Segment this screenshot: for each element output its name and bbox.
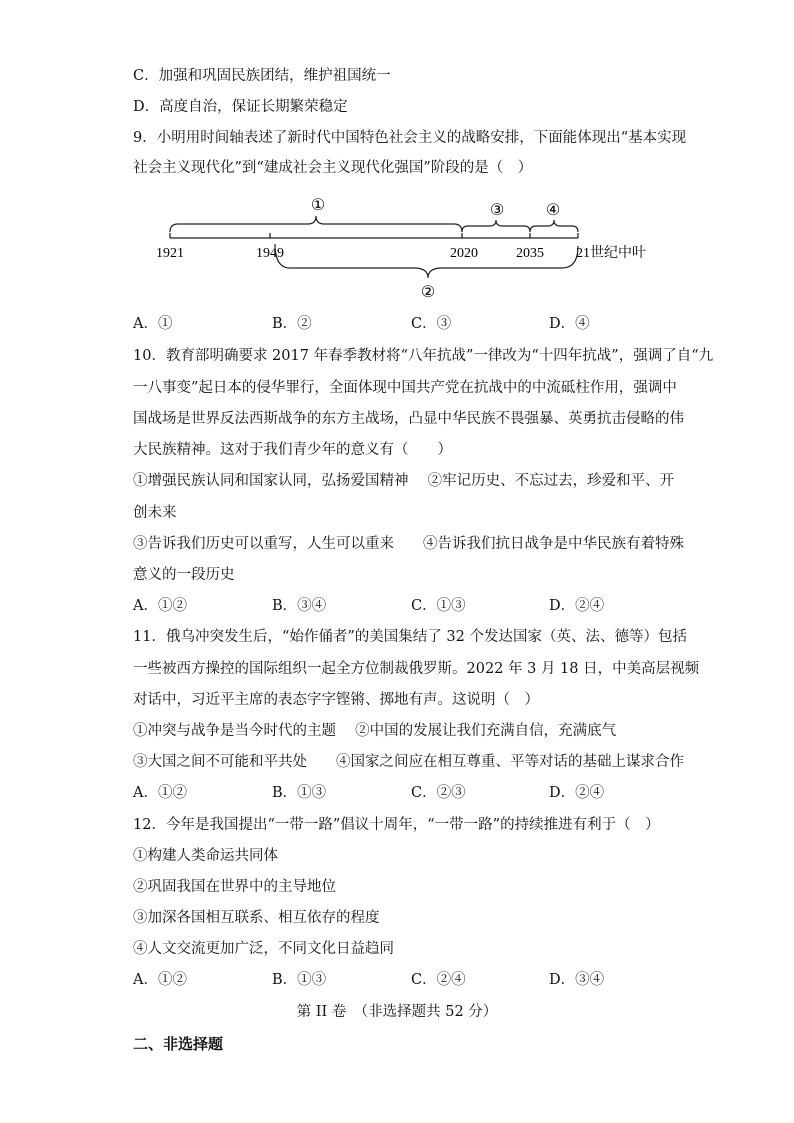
q9-option-a: A．① — [133, 316, 173, 332]
brace-label-2: ② — [420, 284, 436, 301]
q12-line-2: ①构建人类命运共同体 — [133, 848, 278, 864]
tick-label-2020: 2020 — [450, 246, 478, 261]
q10-option-c: C．①③ — [411, 598, 466, 614]
q10-line-5: ①增强民族认同和国家认同，弘扬爱国精神 ②牢记历史、不忘过去，珍爱和平、开 — [133, 473, 675, 489]
q9-option-c: C．③ — [411, 316, 452, 332]
q10-line-7: ③告诉我们历史可以重写，人生可以重来 ④告诉我们抗日战争是中华民族有着特殊 — [133, 536, 684, 552]
q11-option-b: B．①③ — [272, 785, 327, 801]
q11-line-5: ③大国之间不可能和平共处 ④国家之间应在相互尊重、平等对话的基础上谋求合作 — [133, 754, 684, 770]
q10-options — [133, 596, 693, 616]
q12-options — [133, 970, 693, 990]
q10-line-4: 大民族精神。这对于我们青少年的意义有（ ） — [133, 442, 452, 458]
q12-line-5: ④人文交流更加广泛，不同文化日益趋同 — [133, 941, 394, 957]
brace-4 — [530, 220, 578, 232]
tick-label-1949: 1949 — [256, 246, 284, 261]
brace-1 — [170, 216, 462, 232]
q10-option-d: D．②④ — [549, 598, 605, 614]
tick-label-1921: 1921 — [156, 246, 184, 261]
brace-label-3: ③ — [489, 202, 505, 219]
q12-option-d: D．③④ — [549, 972, 605, 988]
q12-option-c: C．②④ — [411, 972, 466, 988]
tick-label-mid-21st-century: 21世纪中叶 — [576, 246, 646, 261]
q11-line-3: 对话中，习近平主席的表态字字铿锵、掷地有声。这说明（ ） — [133, 692, 539, 708]
q10-option-a: A．①② — [133, 598, 187, 614]
brace-3 — [462, 220, 530, 232]
q9-stem-line-1: 9．小明用时间轴表述了新时代中国特色社会主义的战略安排，下面能体现出“基本实现 — [133, 130, 687, 146]
q12-option-b: B．①③ — [272, 972, 327, 988]
part-2-title: 第 II 卷 （非选择题共 52 分） — [296, 1004, 498, 1020]
q12-option-a: A．①② — [133, 972, 187, 988]
q9-option-d: D．④ — [549, 316, 590, 332]
q12-line-4: ③加深各国相互联系、相互依存的程度 — [133, 910, 380, 926]
q10-line-3: 国战场是世界反法西斯战争的东方主战场，凸显中华民族不畏强暴、英勇抗击侵略的伟 — [133, 411, 684, 427]
q11-line-4: ①冲突与战争是当今时代的主题 ②中国的发展让我们充满自信，充满底气 — [133, 723, 617, 739]
q10-line-2: 一八事变”起日本的侵华罪行，全面体现中国共产党在抗战中的中流砥柱作用，强调中 — [133, 380, 677, 396]
brace-label-4: ④ — [545, 202, 561, 219]
q11-option-a: A．①② — [133, 785, 187, 801]
q9-timeline-diagram — [150, 190, 690, 305]
q11-line-1: 11．俄乌冲突发生后，“始作俑者”的美国集结了 32 个发达国家（英、法、德等）包括 — [133, 629, 687, 645]
q10-line-6: 创未来 — [133, 505, 177, 521]
q12-line-1: 12．今年是我国提出“一带一路”倡议十周年，“一带一路”的持续推进有利于（ ） — [133, 817, 660, 833]
q8-option-c: C．加强和巩固民族团结，维护祖国统一 — [133, 68, 391, 84]
section-2-heading: 二、非选择题 — [133, 1035, 224, 1053]
q10-line-1: 10．教育部明确要求 2017 年春季教材将“八年抗战”一律改为“十四年抗战”，强调了自“九 — [133, 348, 714, 364]
q11-option-d: D．②④ — [549, 785, 605, 801]
brace-label-1: ① — [310, 197, 326, 214]
q10-line-8: 意义的一段历史 — [133, 567, 235, 583]
q9-stem-line-2: 社会主义现代化”到“建成社会主义现代化强国”阶段的是（ ） — [133, 160, 533, 176]
q11-option-c: C．②③ — [411, 785, 466, 801]
q11-options — [133, 783, 693, 803]
q8-option-d: D．高度自治，保证长期繁荣稳定 — [133, 99, 348, 115]
q9-option-b: B．② — [272, 316, 312, 332]
q10-option-b: B．③④ — [272, 598, 327, 614]
q11-line-2: 一些被西方操控的国际组织一起全方位制裁俄罗斯。2022 年 3 月 18 日，中美高层视频 — [133, 661, 700, 677]
q12-line-3: ②巩固我国在世界中的主导地位 — [133, 879, 336, 895]
q9-options — [133, 314, 693, 334]
tick-label-2035: 2035 — [516, 246, 544, 261]
